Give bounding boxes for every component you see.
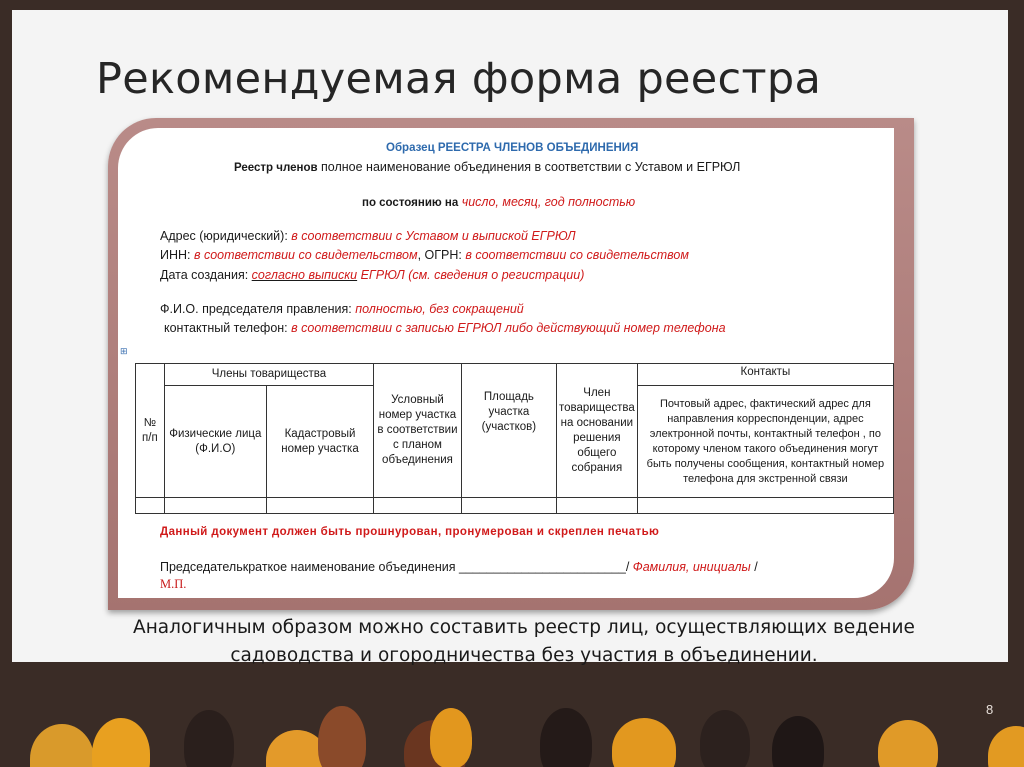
as-of-label: по состоянию на xyxy=(362,197,459,209)
ogrn-value: в соответствии со свидетельством xyxy=(465,248,689,262)
audience-head xyxy=(988,726,1024,767)
table-header-plot-number: Условный номер участка в соответствии с планом объединения xyxy=(374,364,462,498)
document-image xyxy=(118,128,894,598)
audience-head xyxy=(772,716,824,767)
table-cell xyxy=(556,498,637,514)
document-heading: Образец РЕЕСТРА ЧЛЕНОВ ОБЪЕДИНЕНИЯ xyxy=(386,142,639,154)
address-label: Адрес (юридический): xyxy=(160,229,292,243)
created-line xyxy=(160,268,584,282)
table-row xyxy=(136,498,894,514)
chairman-line xyxy=(160,302,524,316)
slide-caption xyxy=(72,614,976,670)
slide-title: Рекомендуемая форма реестра xyxy=(96,54,822,104)
table-header-contacts: Контакты xyxy=(637,364,893,386)
table-cell xyxy=(266,498,373,514)
table-cell xyxy=(637,498,893,514)
registry-table xyxy=(135,363,894,514)
as-of-line xyxy=(362,195,635,209)
notice-text: Данный документ должен быть прошнурован, пронумерован и скреплен печатью xyxy=(160,526,660,538)
caption-line-1: Аналогичным образом можно составить реестр лиц, осуществляющих ведение xyxy=(133,617,915,638)
audience-head xyxy=(430,708,472,767)
signature-end: / xyxy=(750,560,758,574)
created-value: согласно выписки xyxy=(251,268,358,282)
inn-line xyxy=(160,248,689,262)
audience-head xyxy=(92,718,150,767)
as-of-value: число, месяц, год полностью xyxy=(458,195,636,209)
document-frame xyxy=(108,118,914,610)
ogrn-label: , ОГРН: xyxy=(417,248,466,262)
inn-label: ИНН: xyxy=(160,248,194,262)
audience-head xyxy=(540,708,592,767)
table-cell xyxy=(461,498,556,514)
registry-line xyxy=(234,160,740,174)
signature-label: Председатель xyxy=(160,560,243,574)
table-header-member-decision: Член товарищества на основании решения общего собрания xyxy=(556,364,637,498)
audience-head xyxy=(700,710,750,767)
table-cell xyxy=(374,498,462,514)
registry-label: Реестр членов xyxy=(234,162,318,174)
table-header-persons: Физические лица (Ф.И.О) xyxy=(164,386,266,498)
signature-value: Фамилия, инициалы xyxy=(629,560,751,574)
phone-line xyxy=(164,321,726,335)
table-header-members: Члены товарищества xyxy=(164,364,373,386)
caption-line-2: садоводства и огородничества без участия в объединении. xyxy=(230,645,818,666)
audience-head xyxy=(30,724,94,767)
table-header-area: Площадь участка (участков) xyxy=(461,364,556,498)
chairman-label: Ф.И.О. председателя правления: xyxy=(160,302,356,316)
address-value: в соответствии с Уставом и выпиской ЕГРЮЛ xyxy=(291,229,576,243)
registry-text: полное наименование объединения в соответствии с Уставом и ЕГРЮЛ xyxy=(317,160,741,174)
table-header-contacts-desc: Почтовый адрес, фактический адрес для направления корреспонденции, адрес электронной почты, контактный телефон , по которому членом такого объединения могут быть получены сообщения, контактный номер телефона для экстренной связи xyxy=(637,386,893,498)
page-number: 8 xyxy=(986,702,994,717)
signature-text: краткое наименование объединения ________________________/ xyxy=(242,560,630,574)
seal-label: М.П. xyxy=(160,577,187,591)
phone-label: контактный телефон: xyxy=(164,321,292,335)
created-value-rest: ЕГРЮЛ (см. сведения о регистрации) xyxy=(357,268,585,282)
table-header-num: № п/п xyxy=(136,364,165,498)
chairman-value: полностью, без сокращений xyxy=(355,302,524,316)
table-cell xyxy=(136,498,165,514)
slide xyxy=(12,10,1008,666)
signature-line xyxy=(160,560,758,574)
table-header-cadastral: Кадастровый номер участка xyxy=(266,386,373,498)
address-line xyxy=(160,229,576,243)
audience-head xyxy=(878,720,938,767)
audience-head xyxy=(318,706,366,767)
audience-silhouettes-image xyxy=(0,700,1024,767)
audience-head xyxy=(612,718,676,767)
table-cell xyxy=(164,498,266,514)
inn-value: в соответствии со свидетельством xyxy=(193,248,418,262)
phone-value: в соответствии с записью ЕГРЮЛ либо действующий номер телефона xyxy=(291,321,726,335)
table-move-handle-icon: ⊞ xyxy=(120,346,128,356)
audience-head xyxy=(184,710,234,767)
created-label: Дата создания: xyxy=(160,268,252,282)
